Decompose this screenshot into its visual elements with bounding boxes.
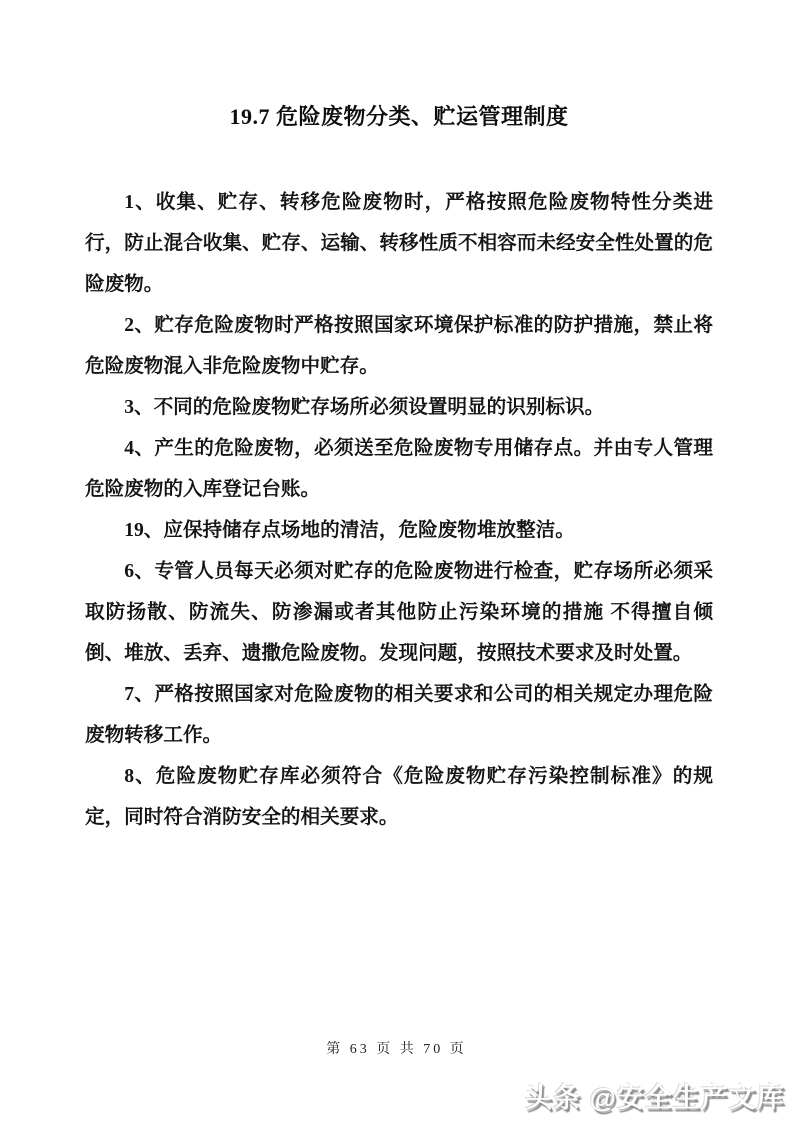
paragraph-6: 6、专管人员每天必须对贮存的危险废物进行检查，贮存场所必须采取防扬散、防流失、防渗漏或者其他防止污染环境的措施 不得擅自倾倒、堆放、丢弃、遗撒危险废物。发现问题，按照技术要求及时处置。 [85, 561, 713, 664]
page-number-footer: 第 63 页 共 70 页 [326, 1042, 467, 1057]
toutiao-watermark: 头条 @安全生产文库 [525, 1083, 785, 1113]
page-title: 19.7 危险废物分类、贮运管理制度 [229, 104, 569, 129]
paragraph-7: 7、严格按照国家对危险废物的相关要求和公司的相关规定办理危险废物转移工作。 [85, 684, 713, 746]
document-body [85, 100, 713, 838]
paragraph-5: 19、应保持储存点场地的清洁，危险废物堆放整洁。 [124, 520, 575, 541]
paragraph-1: 1、收集、贮存、转移危险废物时，严格按照危险废物特性分类进行，防止混合收集、贮存、运输、转移性质不相容而未经安全性处置的危险废物。 [85, 192, 713, 295]
paragraph-8: 8、危险废物贮存库必须符合《危险废物贮存污染控制标准》的规定，同时符合消防安全的相关要求。 [85, 766, 713, 828]
paragraph-3: 3、不同的危险废物贮存场所必须设置明显的识别标识。 [124, 397, 605, 418]
paragraph-2: 2、贮存危险废物时严格按照国家环境保护标准的防护措施，禁止将危险废物混入非危险废物中贮存。 [85, 315, 713, 377]
paragraph-4: 4、产生的危险废物，必须送至危险废物专用储存点。并由专人管理危险废物的入库登记台账。 [85, 438, 713, 500]
